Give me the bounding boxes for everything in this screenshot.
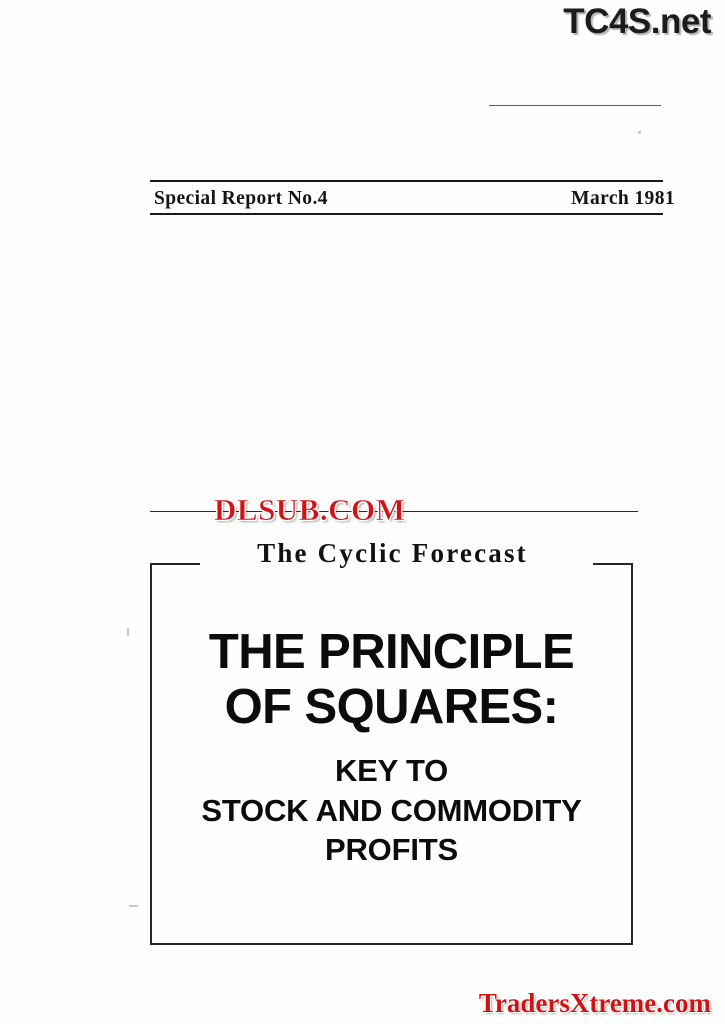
title-line-1: THE PRINCIPLE: [208, 625, 575, 679]
scan-speck: [127, 628, 129, 636]
subtitle-line-2: STOCK AND COMMODITY: [201, 792, 582, 828]
watermark-bottom-right: TradersXtreme.com: [478, 988, 711, 1018]
scan-speck: [638, 131, 641, 134]
subtitle-line-1: KEY TO: [334, 752, 449, 788]
header-row: [150, 182, 675, 213]
page-title: [150, 625, 633, 869]
title-line-2: OF SQUARES:: [224, 679, 559, 734]
watermark-center: DLSUB.COM: [214, 492, 406, 527]
report-number: Special Report No.4: [154, 188, 328, 209]
report-header: [150, 180, 675, 215]
series-title: The Cyclic Forecast: [257, 538, 528, 568]
scan-speck: [129, 905, 138, 907]
watermark-top-right: TC4S.net: [563, 2, 711, 41]
decorative-rule-top: [489, 105, 661, 106]
subtitle-line-3: PROFITS: [325, 832, 458, 868]
report-date: March 1981: [571, 188, 675, 209]
header-rule-bottom: [150, 213, 663, 215]
